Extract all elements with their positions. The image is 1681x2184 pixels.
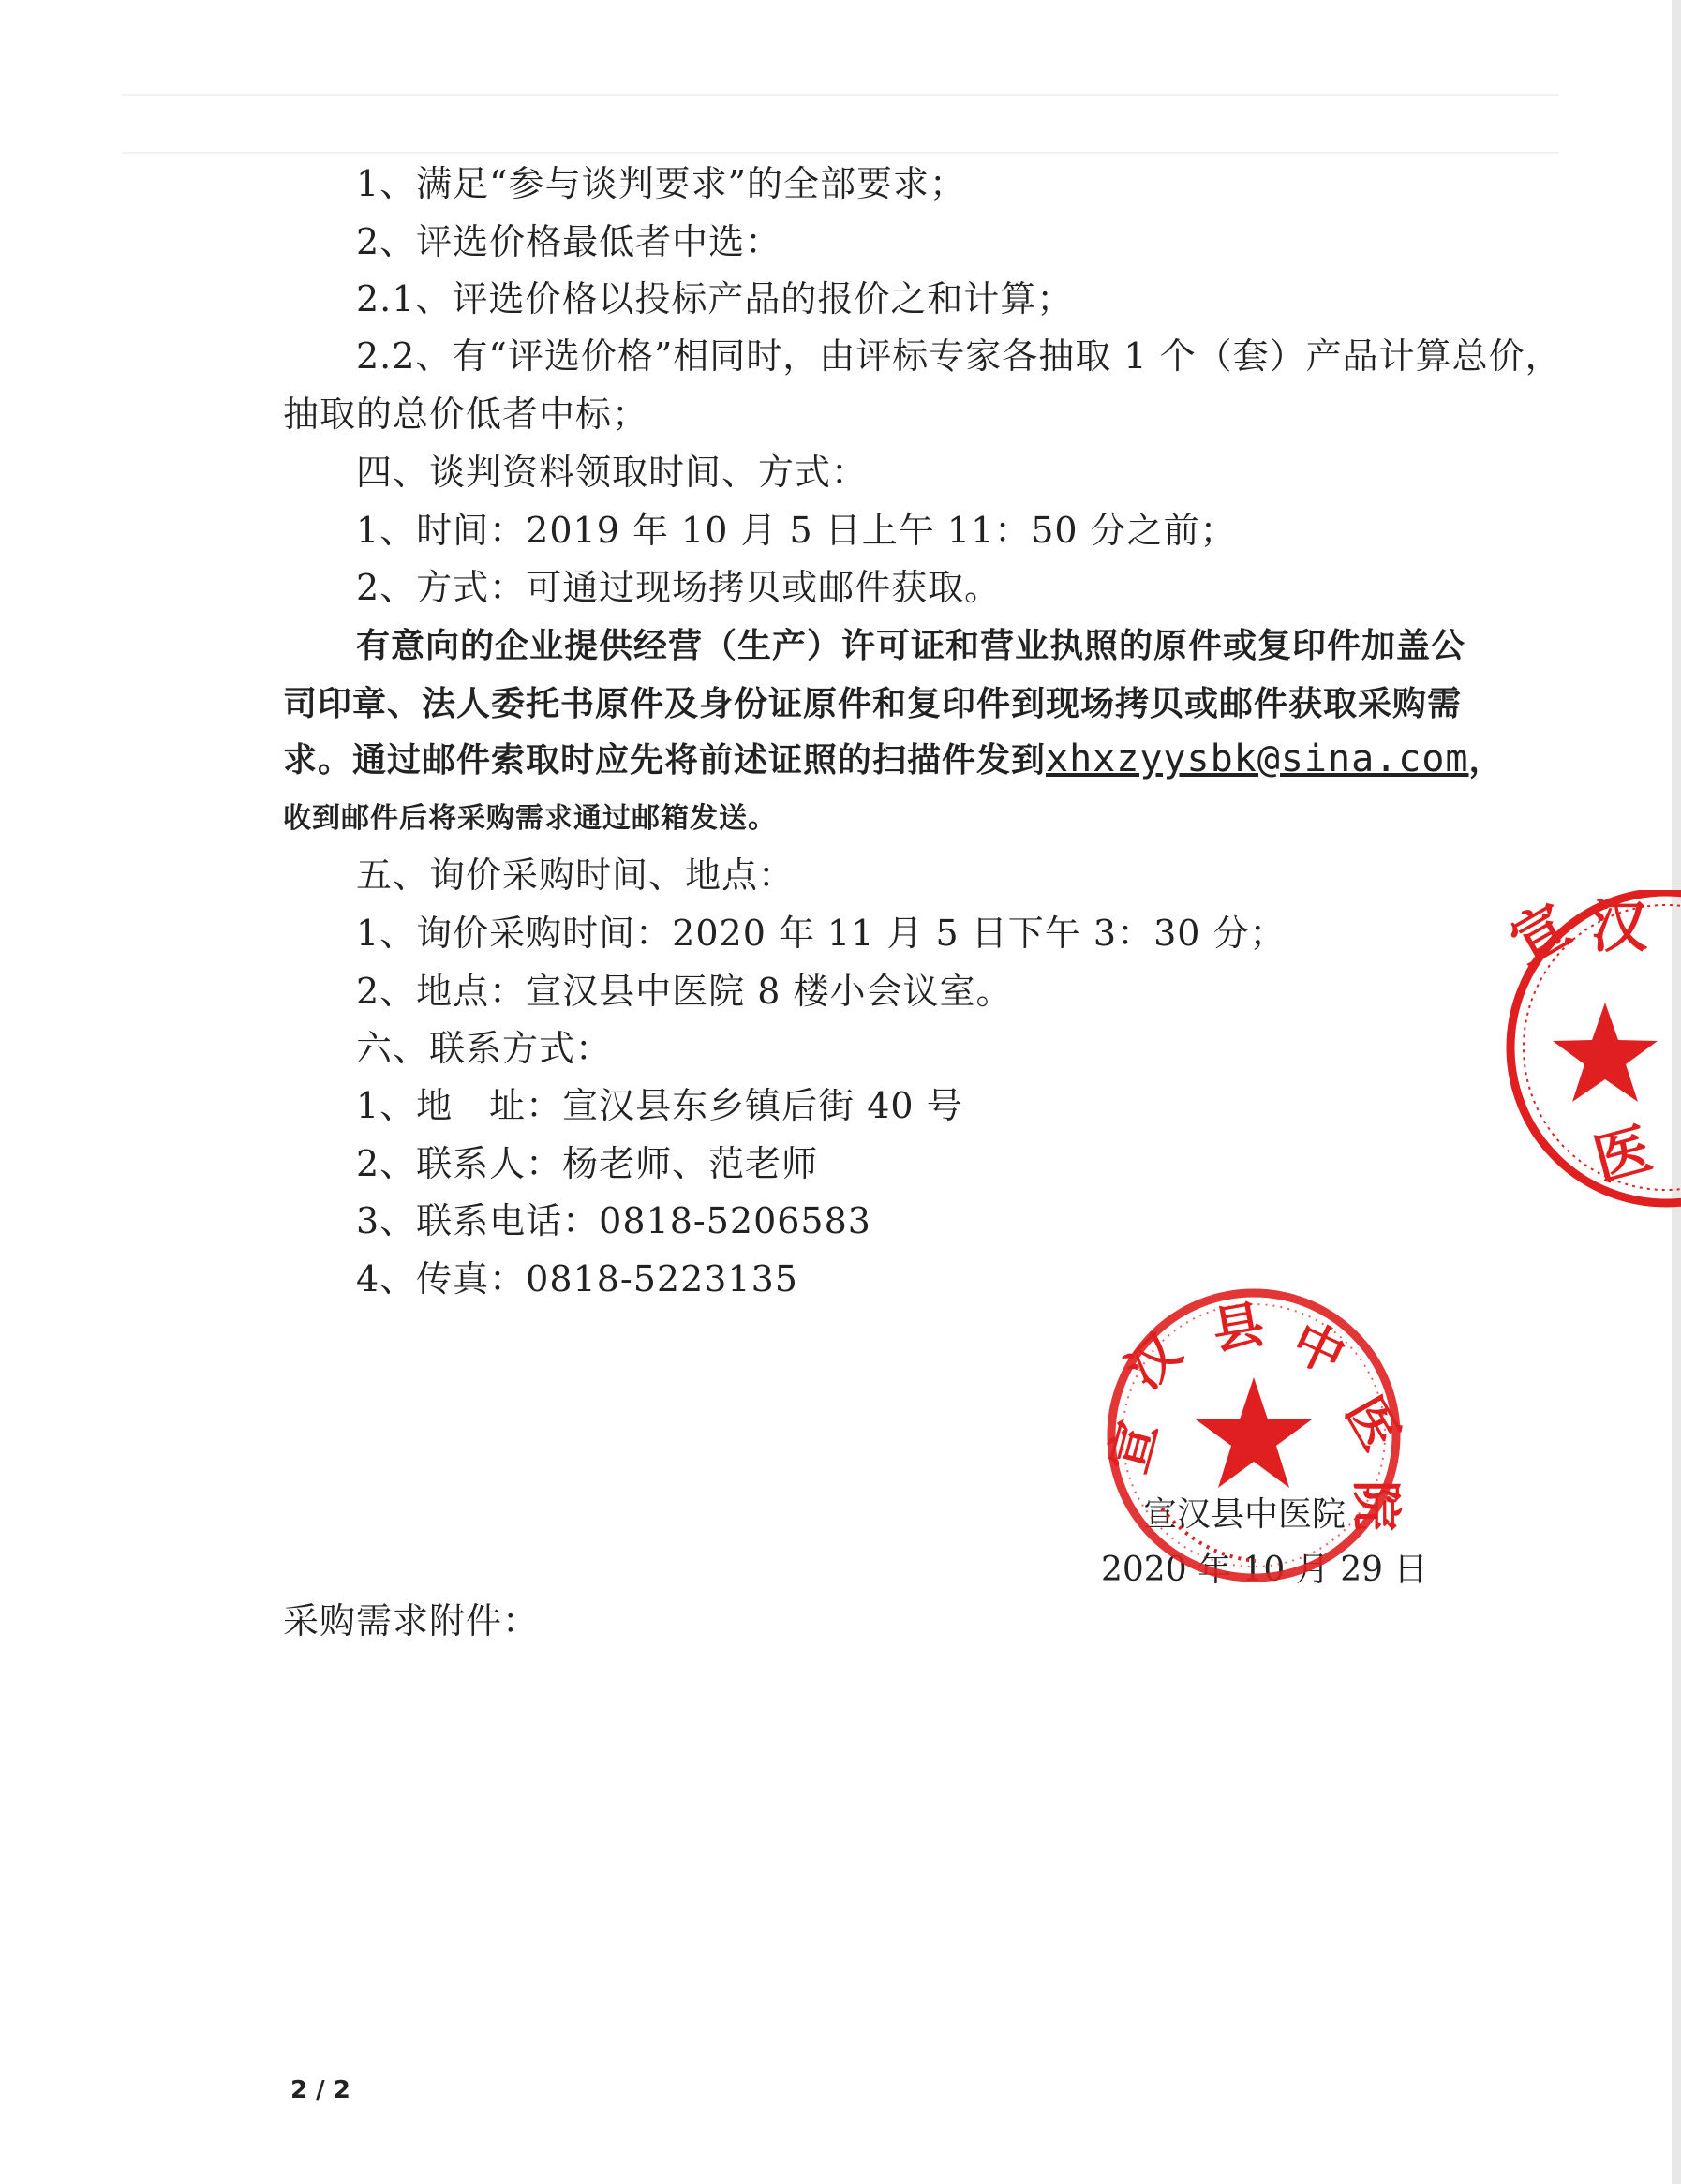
text-line: 1、满足“参与谈判要求”的全部要求； <box>356 163 967 204</box>
text-line: 2、联系人：杨老师、范老师 <box>356 1143 819 1184</box>
scan-bleed-line <box>122 94 1559 96</box>
svg-text:宣: 宣 <box>1096 1414 1168 1479</box>
section-heading: 五、询价采购时间、地点： <box>356 854 796 896</box>
text-line: 4、传真：0818-5223135 <box>356 1258 798 1300</box>
notice-paragraph-line: 收到邮件后将采购需求通过邮箱发送。 <box>283 802 777 835</box>
text-line: 2.1、评选价格以投标产品的报价之和计算； <box>356 278 1074 319</box>
section-heading: 六、联系方式： <box>356 1028 613 1069</box>
signature-date: 2020 年 10 月 29 日 <box>1101 1551 1428 1589</box>
text-line: 2、方式：可通过现场拷贝或邮件获取。 <box>356 567 1002 608</box>
signature-organization: 宣汉县中医院 <box>1143 1495 1346 1534</box>
section-heading: 四、谈判资料领取时间、方式： <box>356 452 869 493</box>
svg-text:中: 中 <box>1283 1310 1355 1387</box>
svg-text:院: 院 <box>1346 1480 1406 1531</box>
text-line: 2、评选价格最低者中选： <box>356 221 782 262</box>
notice-paragraph-line <box>283 738 1504 781</box>
svg-text:医: 医 <box>1333 1386 1412 1461</box>
svg-text:宣: 宣 <box>1499 892 1582 977</box>
text-line: 1、询价采购时间：2020 年 11 月 5 日下午 3：30 分； <box>356 913 1287 954</box>
official-seal-main <box>1096 1284 1415 1593</box>
svg-text:县: 县 <box>1208 1293 1269 1361</box>
official-seal-edge <box>1497 890 1681 1209</box>
svg-text:汉: 汉 <box>1591 895 1647 960</box>
svg-text:汉: 汉 <box>1113 1321 1193 1401</box>
text-line: 3、联系电话：0818-5206583 <box>356 1200 871 1241</box>
text-line: 1、地 址：宣汉县东乡镇后街 40 号 <box>356 1085 963 1126</box>
page-number: 2 / 2 <box>290 2076 350 2104</box>
notice-paragraph-line: 司印章、法人委托书原件及身份证原件和复印件到现场拷贝或邮件获取采购需 <box>283 685 1463 723</box>
text-line: 2.2、有“评选价格”相同时，由评标专家各抽取 1 个（套）产品计算总价， <box>356 335 1562 377</box>
text-line: 抽取的总价低者中标； <box>283 394 649 435</box>
scan-bleed-line <box>122 152 1559 154</box>
attachment-label: 采购需求附件： <box>283 1600 540 1642</box>
notice-punct: ， <box>1468 741 1504 780</box>
email-link[interactable]: xhxzyysbk@sina.com <box>1046 737 1469 780</box>
text-line: 2、地点：宣汉县中医院 8 楼小会议室。 <box>356 971 1013 1012</box>
svg-text:医: 医 <box>1586 1116 1659 1195</box>
notice-text: 求。通过邮件索取时应先将前述证照的扫描件发到 <box>283 741 1047 780</box>
text-line: 1、时间：2019 年 10 月 5 日上午 11：50 分之前； <box>356 510 1237 551</box>
notice-paragraph-line: 有意向的企业提供经营（生产）许可证和营业执照的原件或复印件加盖公 <box>356 627 1466 665</box>
